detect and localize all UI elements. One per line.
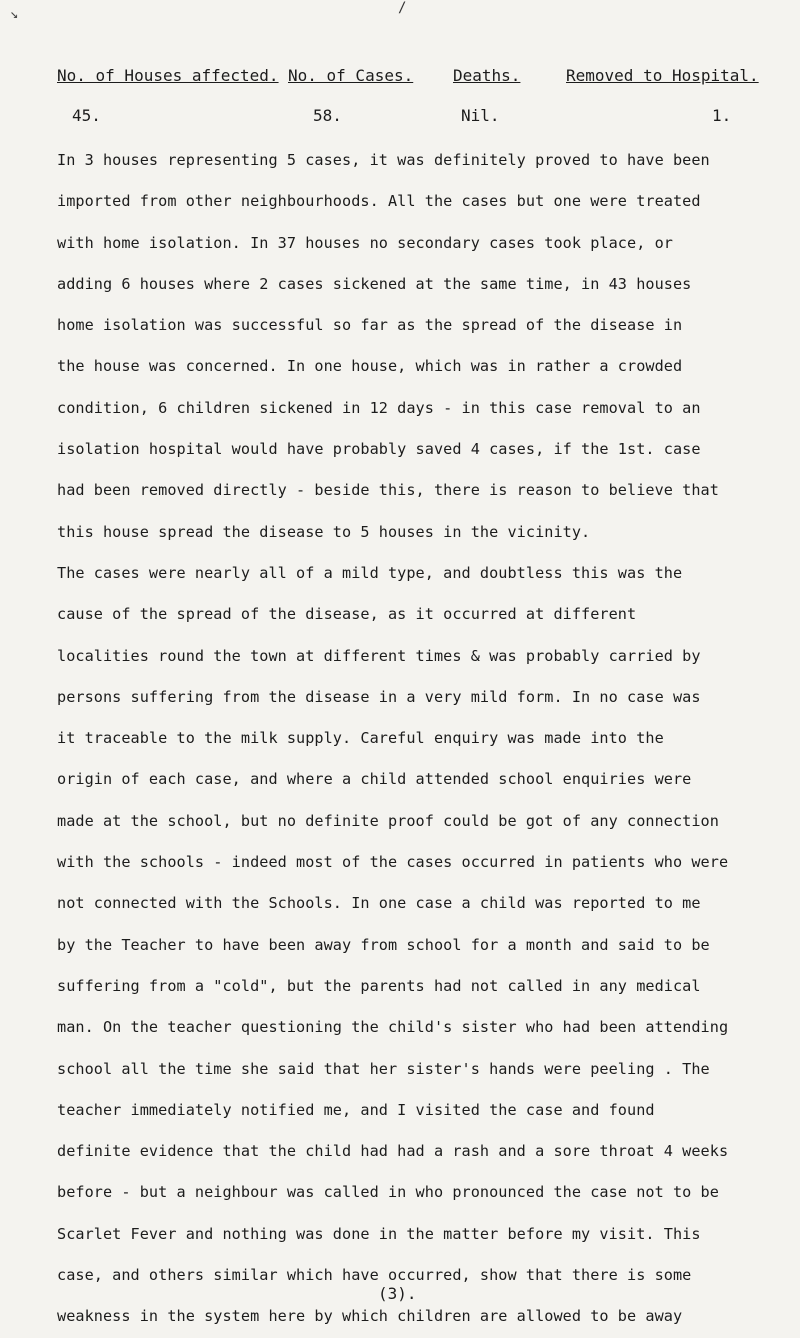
text-line: it traceable to the milk supply. Careful enquiry was made into the — [57, 729, 664, 748]
value-removed-to-hospital: 1. — [712, 106, 732, 125]
header-houses-affected: No. of Houses affected. — [57, 66, 279, 85]
text-line: before - but a neighbour was called in who pronounced the case not to be — [57, 1183, 719, 1202]
text-line: localities round the town at different times & was probably carried by — [57, 646, 701, 665]
text-line: weakness in the system here by which children are allowed to be away — [57, 1307, 683, 1326]
text-line: suffering from a "cold", but the parents had not called in any medical — [57, 976, 701, 995]
text-line: In 3 houses representing 5 cases, it was definitely proved to have been — [57, 151, 710, 169]
text-line: not connected with the Schools. In one case a child was reported to me — [57, 894, 701, 913]
text-line: school all the time she said that her sister's hands were peeling . The — [57, 1059, 710, 1078]
page-number: (3). — [378, 1284, 417, 1303]
text-line: isolation hospital would have probably saved 4 cases, if the 1st. case — [57, 440, 701, 459]
text-line: made at the school, but no definite proof could be got of any connection — [57, 811, 719, 830]
text-line: imported from other neighbourhoods. All the cases but one were treated — [57, 192, 701, 211]
text-line: the house was concerned. In one house, which was in rather a crowded — [57, 357, 683, 376]
text-line: with home isolation. In 37 houses no secondary cases took place, or — [57, 233, 673, 252]
text-line: origin of each case, and where a child attended school enquiries were — [57, 770, 692, 789]
text-line: adding 6 houses where 2 cases sickened at the same time, in 43 houses — [57, 274, 692, 293]
table-values-row — [57, 106, 760, 130]
text-line: had been removed directly - beside this, there is reason to believe that — [57, 481, 719, 500]
text-line: by the Teacher to have been away from school for a month and said to be — [57, 935, 710, 954]
margin-mark: / — [398, 0, 407, 16]
text-line: case, and others similar which have occurred, show that there is some — [57, 1266, 692, 1285]
text-line: definite evidence that the child had had a rash and a sore throat 4 weeks — [57, 1142, 729, 1161]
text-line: this house spread the disease to 5 houses in the vicinity. — [57, 522, 591, 541]
corner-mark: ↘ — [10, 6, 19, 22]
text-line: persons suffering from the disease in a very mild form. In no case was — [57, 687, 701, 706]
value-houses-affected: 45. — [72, 106, 101, 125]
text-line: Scarlet Fever and nothing was done in the matter before my visit. This — [57, 1224, 701, 1243]
value-number-of-cases: 58. — [313, 106, 342, 125]
text-line: condition, 6 children sickened in 12 days - in this case removal to an — [57, 398, 701, 417]
header-number-of-cases: No. of Cases. — [288, 66, 414, 85]
value-deaths: Nil. — [461, 106, 500, 125]
header-removed-to-hospital: Removed to Hospital. — [566, 66, 759, 85]
report-body-text — [57, 140, 795, 1338]
text-line: cause of the spread of the disease, as it occurred at different — [57, 605, 637, 624]
text-line: with the schools - indeed most of the cases occurred in patients who were — [57, 853, 729, 872]
text-line: home isolation was successful so far as the spread of the disease in — [57, 316, 683, 335]
header-deaths: Deaths. — [453, 66, 521, 85]
text-line: teacher immediately notified me, and I visited the case and found — [57, 1100, 655, 1119]
text-line: man. On the teacher questioning the child's sister who had been attending — [57, 1018, 729, 1037]
text-line: The cases were nearly all of a mild type, and doubtless this was the — [57, 563, 683, 582]
table-header-row — [57, 66, 760, 90]
